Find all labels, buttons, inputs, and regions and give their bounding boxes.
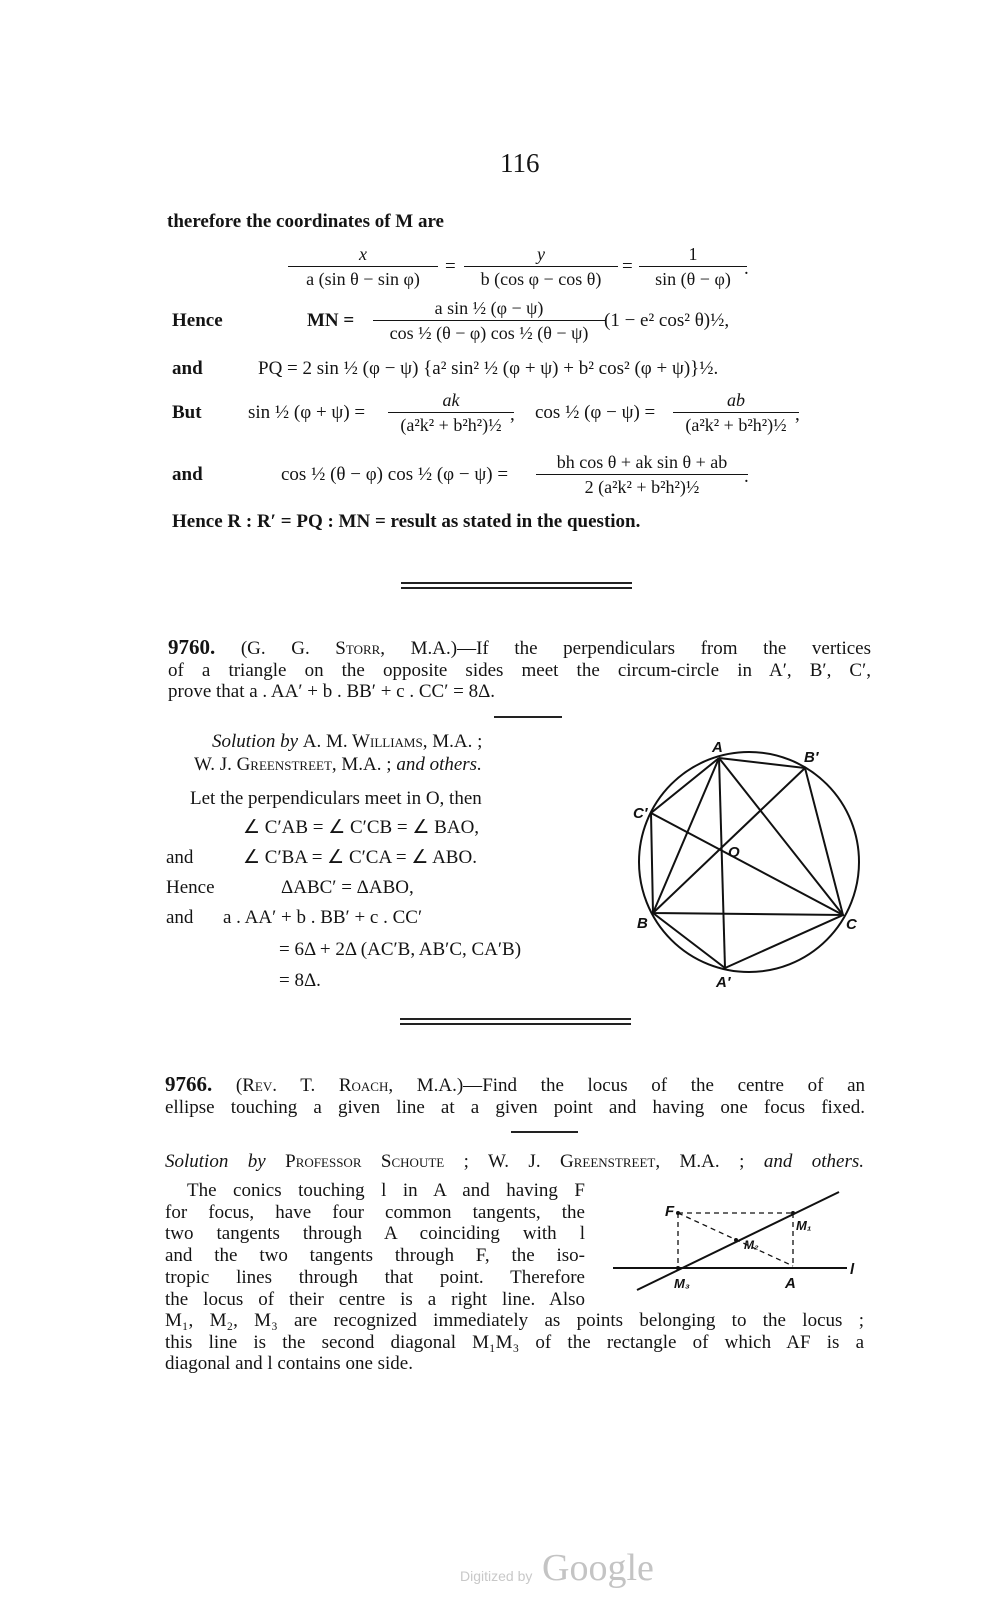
solution-step: = 8Δ. — [279, 970, 321, 991]
solution-by: Solution by — [165, 1151, 266, 1172]
denominator: b (cos φ − cos θ) — [464, 266, 618, 289]
step-label: Hence — [166, 877, 215, 898]
numerator: ak — [442, 390, 460, 410]
mn-lhs: MN = — [307, 310, 355, 331]
body-line: tropic lines through that point. Therefore — [165, 1266, 585, 1288]
question-number: 9766. — [165, 1072, 213, 1096]
question-author: (G. G. Storr, M.A.)— — [240, 638, 477, 659]
denominator: cos ½ (θ − φ) cos ½ (θ − ψ) — [373, 320, 605, 343]
mn-tail: (1 − e² cos² θ)½, — [604, 310, 730, 331]
body-line: and the two tangents through F, the iso- — [165, 1245, 585, 1267]
solution-step: = 6Δ + 2Δ (AC′B, AB′C, CA′B) — [279, 939, 522, 960]
numerator: bh cos θ + ak sin θ + ab — [556, 452, 728, 472]
label-A: A — [785, 1275, 796, 1292]
body-line: M₁, M₂, M₃ are recognized immediately as points belonging to the locus ; — [165, 1310, 864, 1331]
solution-step: ∠ C′BA = ∠ C′CA = ∠ ABO. — [243, 847, 477, 868]
numerator: a sin ½ (φ − ψ) — [434, 298, 544, 318]
page-number: 116 — [500, 148, 540, 178]
label-A: A — [712, 739, 723, 756]
question-text: of a triangle on the opposite sides meet the circum-circle in A′, B′, C′, — [168, 659, 871, 681]
denominator: sin (θ − φ) — [639, 266, 747, 289]
intro-line: therefore the coordinates of M are — [167, 211, 444, 232]
comma: , — [510, 404, 515, 425]
label-A-prime: A′ — [716, 974, 731, 991]
question-author: (Rev. T. Roach, M.A.)— — [235, 1075, 483, 1096]
solution-by: Solution by — [212, 731, 299, 752]
and-label: and — [172, 358, 203, 379]
label-M1: M₁ — [796, 1218, 812, 1233]
label-B-prime: B′ — [804, 749, 819, 766]
and-label: and — [172, 464, 203, 485]
label-l: l — [850, 1261, 855, 1278]
step-label: and — [166, 907, 194, 928]
and-others: and others. — [396, 754, 482, 775]
equals-sign: = — [622, 256, 633, 277]
denominator: a (sin θ − sin φ) — [288, 266, 438, 289]
solution-step: ΔABC′ = ΔABO, — [281, 877, 414, 898]
label-M3: M₃ — [674, 1276, 690, 1291]
question-number: 9760. — [168, 635, 216, 659]
label-M2: M₂ — [744, 1238, 759, 1252]
denominator: (a²k² + b²h²)½ — [388, 412, 514, 435]
question-text: prove that a . AA′ + b . BB′ + c . CC′ = 8Δ. — [168, 681, 496, 703]
solution-step: a . AA′ + b . BB′ + c . CC′ — [223, 907, 423, 928]
body-line: diagonal and l contains one side. — [165, 1353, 413, 1375]
point-M2 — [734, 1238, 738, 1242]
conclusion-line: Hence R : R′ = PQ : MN = result as stated in the question. — [172, 511, 641, 532]
question-text: ellipse touching a given line at a given point and having one focus fixed. — [165, 1096, 865, 1118]
hence-label: Hence — [172, 310, 223, 331]
numerator: ab — [727, 390, 745, 410]
google-logo: Google — [542, 1547, 654, 1589]
label-C-prime: C′ — [633, 805, 648, 822]
solution-step: Let the perpendiculars meet in O, then — [190, 788, 482, 809]
question-text: If the perpendiculars from the vertices — [476, 638, 871, 659]
solver-names: A. M. Williams, M.A. ; — [302, 731, 483, 752]
question-text: Find the locus of the centre of an — [482, 1075, 866, 1096]
point-M3 — [676, 1266, 680, 1270]
solver-names: Professor Schoute ; W. J. Greenstreet, M.A. ; — [285, 1151, 745, 1172]
point-M1 — [791, 1211, 795, 1215]
body-line: The conics touching l in A and having F — [187, 1180, 585, 1201]
label-F: F — [665, 1203, 675, 1220]
body-line: for focus, have four common tangents, the — [165, 1201, 585, 1223]
period: . — [744, 466, 749, 487]
label-B: B — [637, 915, 648, 932]
denominator: 2 (a²k² + b²h²)½ — [536, 474, 748, 497]
numerator: y — [537, 244, 545, 264]
equals-sign: = — [445, 256, 456, 277]
body-line: two tangents through A coinciding with l — [165, 1223, 585, 1245]
solution-step: ∠ C′AB = ∠ C′CB = ∠ BAO, — [243, 817, 480, 838]
point-F — [676, 1211, 680, 1215]
numerator: 1 — [688, 244, 698, 264]
pq-expression: PQ = 2 sin ½ (φ − ψ) {a² sin² ½ (φ + ψ) + b² cos² (φ + ψ)}½. — [258, 358, 719, 379]
period: . — [744, 258, 749, 279]
cos-product-lhs: cos ½ (θ − φ) cos ½ (φ − ψ) = — [281, 464, 509, 485]
comma: , — [795, 404, 800, 425]
cos-lhs: cos ½ (φ − ψ) = — [535, 402, 656, 423]
solver-names: W. J. Greenstreet, M.A. ; — [194, 754, 392, 775]
digitized-by-label: Digitized by — [460, 1568, 533, 1584]
body-line: this line is the second diagonal M₁M₃ of the rectangle of which AF is a — [165, 1331, 864, 1353]
label-O: O — [728, 844, 740, 861]
label-C: C — [846, 916, 857, 933]
numerator: x — [359, 244, 367, 264]
sin-lhs: sin ½ (φ + ψ) = — [248, 402, 366, 423]
but-label: But — [172, 402, 202, 423]
and-others: and others. — [763, 1151, 865, 1172]
step-label: and — [166, 847, 194, 868]
body-line: the locus of their centre is a right line. Also — [165, 1288, 585, 1310]
denominator: (a²k² + b²h²)½ — [673, 412, 799, 435]
